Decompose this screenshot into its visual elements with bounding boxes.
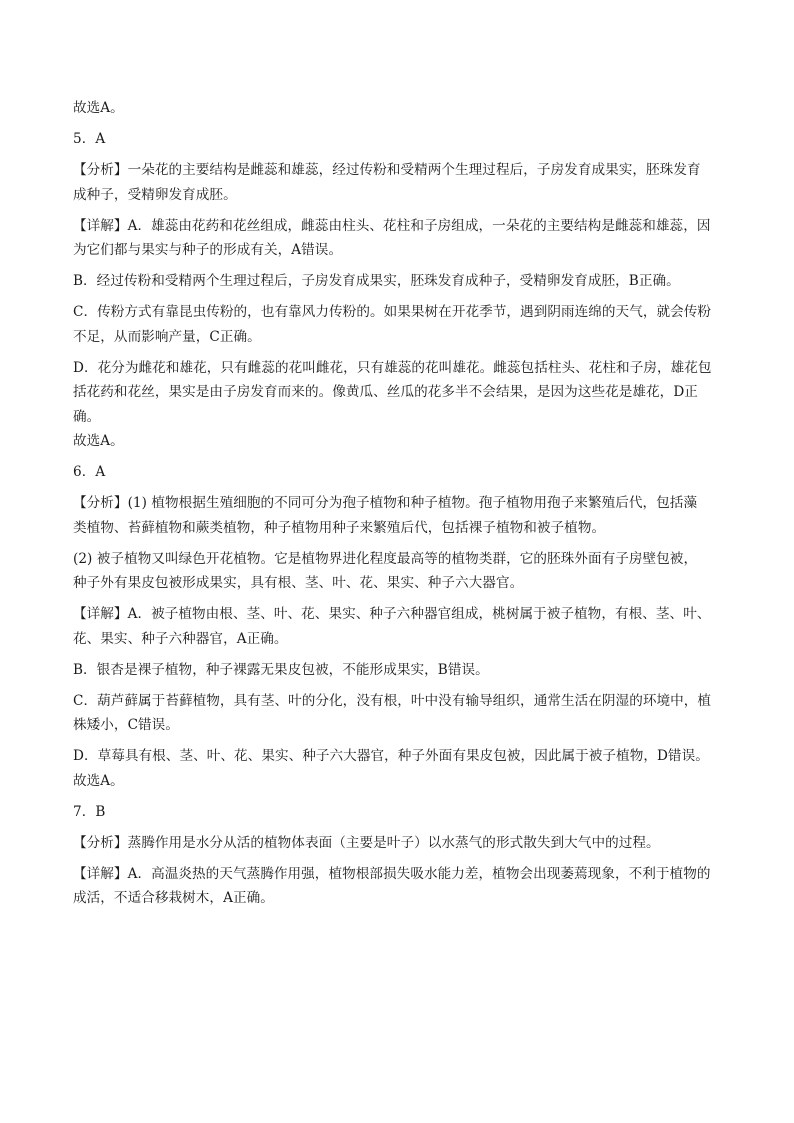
text-line: 故选A。: [73, 433, 124, 449]
text-line: B．银杏是裸子植物，种子裸露无果皮包被，不能形成果实，B错误。: [73, 661, 489, 678]
text-line: 【详解】A．被子植物由根、茎、叶、花、果实、种子六种器官组成，桃树属于被子植物，有根、茎、叶、: [73, 606, 711, 622]
text-line: C．葫芦藓属于苔藓植物，具有茎、叶的分化，没有根，叶中没有输导组织，通常生活在阴湿的环境中，植: [73, 692, 712, 709]
text-line: 【详解】A．雄蕊由花药和花丝组成，雌蕊由柱头、花柱和子房组成，一朵花的主要结构是雌蕊和雄蕊，因: [73, 217, 711, 234]
question-number: 7．B: [73, 803, 106, 820]
text-line: D．花分为雌花和雄花，只有雌蕊的花叫雌花，只有雄蕊的花叫雄花。雌蕊包括柱头、花柱和子房，雄花包: [73, 359, 712, 376]
text-line: 括花药和花丝，果实是由子房发育而来的。像黄瓜、丝瓜的花多半不会结果，是因为这些花是雄花，D正: [73, 384, 698, 400]
question-number: 5．A: [73, 131, 106, 147]
text-line: 为它们都与果实与种子的形成有关，A错误。: [73, 242, 343, 258]
text-line: 【分析】一朵花的主要结构是雌蕊和雄蕊，经过传粉和受精两个生理过程后，子房发育成果实，胚珠发育: [73, 162, 701, 178]
text-line: 种子外有果皮包被形成果实，具有根、茎、叶、花、果实、种子六大器官。: [73, 575, 524, 591]
text-line: (2) 被子植物又叫绿色开花植物。它是植物界进化程度最高等的植物类群，它的胚珠外面有子房壁包被，: [73, 550, 698, 567]
question-number: 6．A: [73, 464, 106, 480]
text-line: 【分析】(1) 植物根据生殖细胞的不同可分为孢子植物和种子植物。孢子植物用孢子来繁殖后代，包括藻: [73, 495, 698, 511]
text-line: 成种子，受精卵发育成胚。: [73, 186, 237, 203]
text-line: 不足，从而影响产量，C正确。: [73, 328, 261, 345]
text-line: 成活，不适合移栽树木，A正确。: [73, 890, 274, 906]
text-line: 故选A。: [73, 100, 124, 116]
text-line: D．草莓具有根、茎、叶、花、果实、种子六大器官，种子外面有果皮包被，因此属于被子植物，D错误。: [73, 748, 709, 764]
text-line: 株矮小，C错误。: [73, 717, 179, 733]
text-line: 【详解】A．高温炎热的天气蒸腾作用强，植物根部损失吸水能力差，植物会出现萎蔫现象，不利于植物的: [73, 865, 711, 882]
text-line: B．经过传粉和受精两个生理过程后，子房发育成果实，胚珠发育成种子，受精卵发育成胚，B正确。: [73, 273, 680, 289]
text-line: 【分析】蒸腾作用是水分从活的植物体表面（主要是叶子）以水蒸气的形式散失到大气中的过程。: [73, 834, 660, 851]
text-line: 类植物、苔藓植物和蕨类植物，种子植物用种子来繁殖后代，包括裸子植物和被子植物。: [73, 519, 606, 536]
text-line: 确。: [73, 408, 101, 425]
text-line: C．传粉方式有靠昆虫传粉的，也有靠风力传粉的。如果果树在开花季节，遇到阴雨连绵的天气，就会传粉: [73, 304, 712, 320]
text-line: 故选A。: [73, 772, 124, 789]
text-line: 花、果实、种子六种器官，A正确。: [73, 630, 288, 647]
answer-explanation-text: [73, 96, 723, 911]
